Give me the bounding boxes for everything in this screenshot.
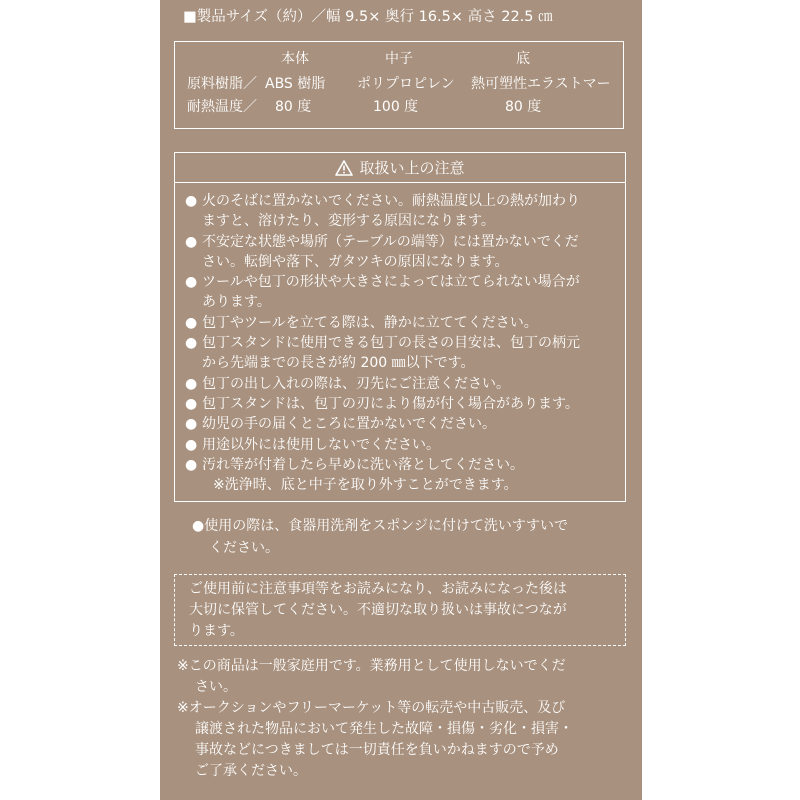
spec-header-base: 底 (516, 51, 530, 67)
note-line: 譲渡された物品において発生した故障・損傷・劣化・損害・ (195, 721, 573, 737)
note-line: ご了承ください。 (195, 763, 307, 779)
wash-note-text: 使用の際は、食器用洗剤をスポンジに付けて洗いすすいで (204, 518, 569, 534)
spec-table (174, 41, 624, 129)
spec-cell: 80 度 (505, 99, 542, 115)
caution-item (185, 313, 625, 333)
bullet-icon: ● (185, 233, 198, 250)
caution-item (185, 232, 625, 273)
spec-cell: ABS 樹脂 (265, 76, 326, 92)
notice-line: ります。 (189, 623, 244, 639)
caution-item-line: 汚れ等が付着したら早めに洗い落としてください。 (202, 456, 524, 473)
caution-item-line: 用途以外には使用しないでください。 (202, 436, 440, 453)
spec-row-label: 原料樹脂／ (187, 76, 257, 92)
notice-line: ご使用前に注意事項等をお読みになり、お読みになった後は (189, 581, 567, 597)
bullet-icon: ● (185, 436, 198, 453)
spec-header-body: 本体 (281, 51, 309, 67)
bullet-icon: ● (192, 518, 205, 534)
spec-cell: 熱可塑性エラストマー (471, 76, 611, 92)
caution-header (175, 153, 625, 183)
spec-header-core: 中子 (385, 51, 413, 67)
bullet-icon: ● (185, 314, 198, 331)
caution-item-line: 包丁スタンドに使用できる包丁の長さの目安は、包丁の柄元 (202, 335, 580, 352)
spec-cell: 80 度 (275, 99, 312, 115)
spec-cell: ポリプロピレン (357, 76, 455, 92)
caution-item (185, 435, 625, 455)
notice-line: 大切に保管してください。不適切な取り扱いは事故につなが (189, 602, 567, 618)
note-line: さい。 (195, 679, 237, 695)
notes-block (177, 656, 573, 782)
caution-item (185, 414, 625, 434)
caution-item-line: 包丁やツールを立てる際は、静かに立ててください。 (202, 314, 538, 331)
bullet-icon: ● (185, 335, 198, 352)
wash-note-line (192, 515, 568, 537)
caution-item (185, 455, 625, 475)
product-size-line: ■製品サイズ（約）／幅 9.5× 奥行 16.5× 高さ 22.5 ㎝ (183, 9, 553, 25)
bullet-icon: ● (185, 375, 198, 392)
caution-item-line: 包丁の出し入れの際は、刃先にご注意ください。 (202, 375, 510, 392)
note-line: ※この商品は一般家庭用です。業務用として使用しないでくだ (177, 658, 566, 674)
bullet-icon: ● (185, 395, 198, 412)
caution-item-line: 不安定な状態や場所（テーブルの端等）には置かないでくだ (202, 233, 579, 250)
caution-item (185, 191, 625, 232)
caution-box (174, 152, 626, 502)
caution-item-line: 火のそばに置かないでください。耐熱温度以上の熱が加わり (202, 193, 580, 209)
caution-title: 取扱い上の注意 (359, 159, 465, 177)
warning-triangle-icon (335, 156, 353, 186)
bullet-icon: ● (185, 456, 198, 473)
wash-note (192, 515, 568, 559)
wash-note-line: ください。 (209, 540, 279, 556)
notice-box (174, 574, 626, 646)
caution-item-line: さい。転倒や落下、ガタツキの原因になります。 (202, 253, 509, 270)
caution-item-line: ツールや包丁の形状や大きさによっては立てられない場合が (202, 274, 580, 291)
bullet-icon: ● (185, 193, 198, 209)
caution-item (185, 333, 625, 374)
caution-item-line: から先端までの長さが約 200 ㎜以下です。 (202, 355, 475, 372)
caution-item (185, 394, 625, 414)
caution-item (185, 374, 625, 394)
caution-item (185, 272, 625, 313)
caution-item-line: 幼児の手の届くところに置かないでください。 (202, 416, 496, 433)
spec-cell: 100 度 (373, 99, 419, 115)
caution-item-line: 包丁スタンドは、包丁の刃により傷が付く場合があります。 (202, 395, 579, 412)
caution-sub-note: ※洗浄時、底と中子を取り外すことができます。 (213, 477, 518, 494)
caution-item-line: あります。 (202, 294, 271, 311)
note-line: ※オークションやフリーマーケット等の転売や中古販売、及び (177, 700, 566, 716)
bullet-icon: ● (185, 416, 198, 433)
spec-row-label: 耐熱温度／ (187, 99, 257, 115)
caution-list (185, 191, 625, 495)
bullet-icon: ● (185, 274, 198, 291)
note-line: 事故などにつきましては一切責任を負いかねますので予め (195, 742, 559, 758)
caution-item-line: ますと、溶けたり、変形する原因になります。 (202, 213, 495, 230)
